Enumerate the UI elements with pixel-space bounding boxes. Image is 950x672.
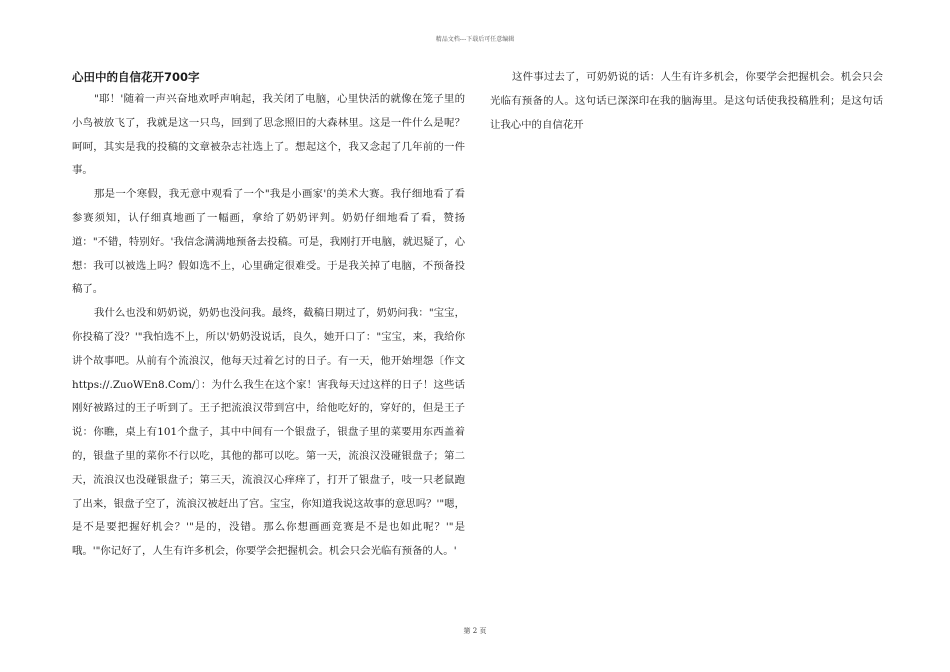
- paragraph: 那是一个寒假，我无意中观看了一个"我是小画家'的美术大赛。我仔细地看了看参赛须知，认仔细真地画了一幅画，拿给了奶奶评判。奶奶仔细地看了看，赞扬道："不错，特别好。'我信念满满地预备去投稿。可是，我刚打开电脑，就迟疑了，心想：我可以被选上吗？假如选不上，心里确定很难受。于是我关掉了电脑，不预备投稿了。: [72, 188, 465, 296]
- paragraph: 我什么也没和奶奶说，奶奶也没问我。最终，截稿日期过了，奶奶问我："宝宝，你投稿了没？'"我怕选不上，所以'奶奶没说话，良久，她开口了："宝宝，来，我给你讲个故事吧。从前有个流浪汉，他每天过着乞讨的日子。有一天，他开始埋怨〔作文https://.ZuoWEn8.Com/〕：为什么我生在这个家！害我每天过这样的日子！这些话刚好被路过的王子听到了。王子把流浪汉带到宫中，给他吃好的，穿好的，但是王子说：你瞧，桌上有101个盘子，其中中间有一个银盘子，银盘子里的菜要用东西盖着的，银盘子里的菜你不行以吃，其他的都可以吃。第一天，流浪汉没碰银盘子；第二天，流浪汉也没碰银盘子；第三天，流浪汉心痒痒了，打开了银盘子，吱一只老鼠跑了出来，银盘子空了，流浪汉被赶出了宫。宝宝，你知道我说这故事的意思吗？'"嗯，是不是要把握好机会？'"是的，没错。那么你想画画竞赛是不是也如此呢？'"是哦。'"你记好了，人生有许多机会，你要学会把握机会。机会只会光临有预备的人。': [72, 307, 465, 558]
- article-title: 心田中的自信花开700字: [72, 70, 200, 84]
- left-column: [72, 66, 465, 564]
- page-header: 精品文档---下载后可任意编辑: [435, 36, 515, 43]
- right-column: [490, 66, 883, 137]
- paragraph: "耶！'随着一声兴奋地欢呼声响起，我关闭了电脑，心里快活的就像在笼子里的小鸟被放飞了，我就是这一只鸟，回到了思念照旧的大森林里。这是一件什么是呢？呵呵，其实是我的投稿的文章被杂志社选上了。想起这个，我又念起了几年前的一件事。: [72, 93, 465, 177]
- page-number: 第 2 页: [463, 627, 487, 635]
- paragraph: 这件事过去了，可奶奶说的话：人生有许多机会，你要学会把握机会。机会只会光临有预备的人。这句话已深深印在我的脑海里。是这句话使我投稿胜利；是这句话让我心中的自信花开: [490, 71, 883, 131]
